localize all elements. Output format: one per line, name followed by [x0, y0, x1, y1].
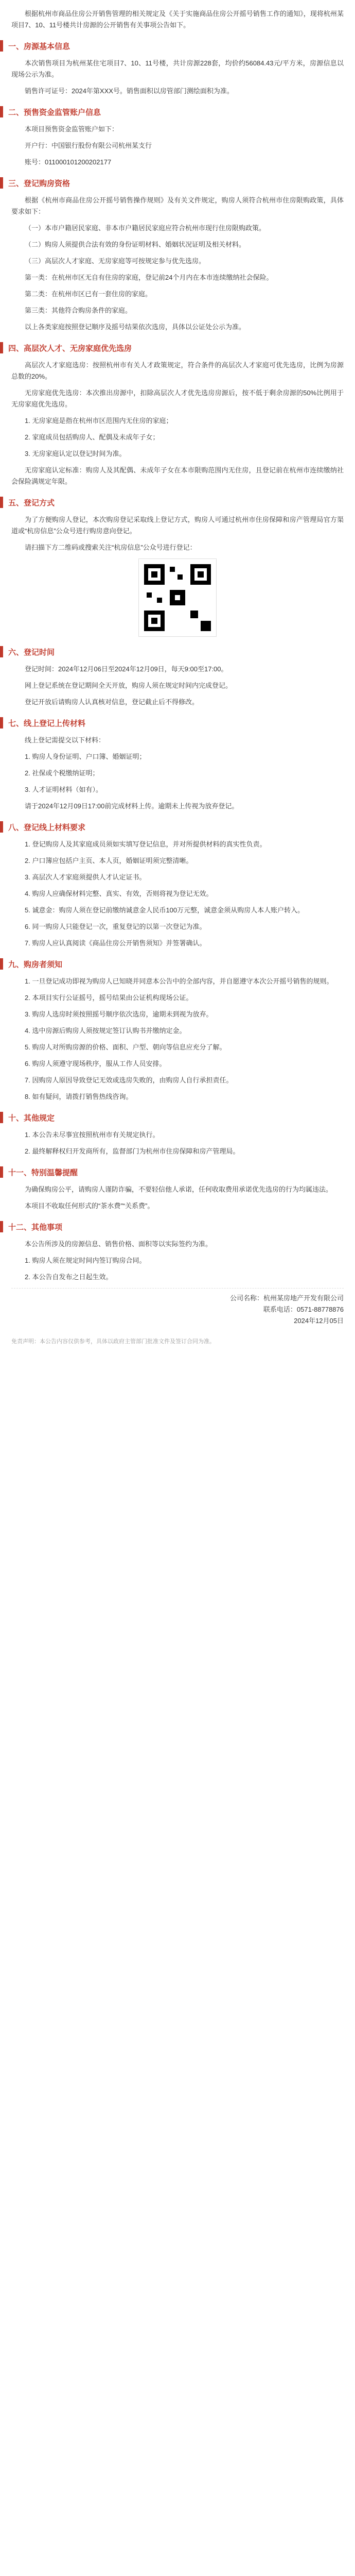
section-paragraph: 请于2024年12月09日17:00前完成材料上传。逾期未上传视为放弃登记。 [25, 802, 239, 810]
signature-phone: 联系电话：0571-88778876 [263, 1306, 344, 1313]
section-paragraph: 本公告所涉及的房源信息、销售价格、面积等以实际签约为准。 [25, 1240, 212, 1248]
section-paragraph: 1. 一旦登记成功即视为购房人已知晓并同意本公告中的全部内容，并自愿遵守本次公开摇号销售的规则。 [25, 977, 333, 985]
divider [11, 1288, 344, 1289]
qr-code-icon[interactable] [138, 558, 217, 637]
section-paragraph: 7. 因购房人原因导致登记无效或选房失败的，由购房人自行承担责任。 [25, 1076, 233, 1084]
section-heading [0, 1112, 344, 1123]
section-paragraph: 2. 本项目实行公证摇号，摇号结果由公证机构现场公证。 [25, 994, 193, 1002]
section-marker-icon [0, 958, 3, 970]
section-paragraph: 1. 登记购房人及其家庭成员须如实填写登记信息，并对所提供材料的真实性负责。 [25, 840, 267, 848]
section-paragraph: 3. 购房人选房时须按照摇号顺序依次选房，逾期未到视为放弃。 [25, 1010, 213, 1018]
section-paragraph: 2. 家庭成员包括购房人、配偶及未成年子女； [25, 433, 159, 441]
section-marker-icon [0, 717, 3, 728]
section-paragraph: 3. 高层次人才家庭须提供人才认定证书。 [25, 873, 146, 881]
section-paragraph: 为确保购房公平，请购房人谨防诈骗，不要轻信他人承诺，任何收取费用承诺优先选房的行为均属违法。 [25, 1185, 333, 1193]
section-paragraph: 登记开放后请购房人认真核对信息，登记截止后不得修改。 [25, 698, 199, 706]
section-paragraph: 本次销售项目为杭州某住宅项目7、10、11号楼，共计房源228套，均价约56084.43元/平方米，房源信息以现场公示为准。 [11, 59, 344, 78]
section-heading [0, 106, 344, 117]
section-paragraph: 1. 本公告未尽事宜按照杭州市有关规定执行。 [25, 1131, 159, 1139]
section-paragraph: 1. 购房人须在规定时间内签订购房合同。 [25, 1257, 146, 1264]
section-title: 十、其他规定 [8, 1113, 55, 1123]
section-title: 二、预售资金监管账户信息 [8, 108, 101, 117]
section-marker-icon [0, 821, 3, 833]
section-marker-icon [0, 646, 3, 657]
section-heading [0, 497, 344, 508]
section-paragraph: 2. 户口簿应包括户主页、本人页，婚姻证明须完整清晰。 [25, 857, 193, 865]
section-paragraph: 8. 如有疑问，请拨打销售热线咨询。 [25, 1093, 133, 1100]
section-marker-icon [0, 497, 3, 508]
section-title: 八、登记线上材料要求 [8, 823, 86, 832]
section-paragraph: 本项目预售资金监管账户如下： [25, 125, 119, 133]
section-heading [0, 821, 344, 833]
section-title: 九、购房者须知 [8, 960, 63, 969]
section-paragraph: 登记时间：2024年12月06日至2024年12月09日，每天9:00至17:00。 [25, 665, 228, 673]
signature-company: 公司名称：杭州某房地产开发有限公司 [229, 1294, 344, 1302]
section-marker-icon [0, 342, 3, 353]
section-heading [0, 958, 344, 970]
intro-block [11, 8, 344, 31]
section-paragraph: （一）本市户籍居民家庭、非本市户籍居民家庭应符合杭州市现行住房限购政策。 [25, 224, 266, 232]
section-paragraph: 为了方便购房人登记，本次购房登记采取线上登记方式，购房人可通过杭州市住房保障和房产管理局官方渠道或“杭房信息”公众号进行购房意向登记。 [11, 516, 344, 535]
section-title: 六、登记时间 [8, 648, 55, 657]
section-paragraph: 5. 购房人对所购房源的价格、面积、户型、朝向等信息应充分了解。 [25, 1043, 226, 1051]
section-paragraph: 第二类：在杭州市区已有一套住房的家庭。 [25, 290, 152, 298]
section-marker-icon [0, 40, 3, 52]
section-paragraph: 2. 最终解释权归开发商所有，监督部门为杭州市住房保障和房产管理局。 [25, 1147, 240, 1155]
section-paragraph: （三）高层次人才家庭、无房家庭等可按规定参与优先选房。 [25, 257, 206, 265]
section-paragraph: 第三类：其他符合购房条件的家庭。 [25, 307, 132, 314]
section-paragraph: 4. 选中房源后购房人须按规定签订认购书并缴纳定金。 [25, 1027, 186, 1035]
section-paragraph: 开户行：中国银行股份有限公司杭州某支行 [25, 142, 152, 149]
section-paragraph: 2. 社保或个税缴纳证明； [25, 769, 99, 777]
section-paragraph: 根据《杭州市商品住房公开摇号销售操作规则》及有关文件规定，购房人须符合杭州市住房限购政策，具体要求如下： [11, 196, 344, 215]
section-heading [0, 646, 344, 657]
section-heading [0, 40, 344, 52]
section-paragraph: 本项目不收取任何形式的“茶水费”“关系费”。 [25, 1202, 154, 1210]
section-paragraph: 6. 购房人须遵守现场秩序，服从工作人员安排。 [25, 1060, 166, 1067]
section-title: 一、房源基本信息 [8, 42, 70, 51]
section-heading [0, 1221, 344, 1232]
section-title: 四、高层次人才、无房家庭优先选房 [8, 344, 132, 353]
section-heading [0, 1166, 344, 1178]
section-marker-icon [0, 177, 3, 189]
section-marker-icon [0, 106, 3, 117]
section-paragraph: 6. 同一购房人只能登记一次，重复登记的以第一次登记为准。 [25, 923, 206, 930]
section-paragraph: 高层次人才家庭选房：按照杭州市有关人才政策规定，符合条件的高层次人才家庭可优先选房，比例为房源总数的20%。 [11, 361, 344, 380]
section-title: 三、登记购房资格 [8, 179, 70, 188]
section-paragraph: 账号：011000101200202177 [25, 158, 112, 166]
section-paragraph: 以上各类家庭按照登记顺序及摇号结果依次选房，具体以公证处公示为准。 [25, 323, 246, 331]
signature-date: 2024年12月05日 [294, 1317, 344, 1325]
sections-container [8, 40, 344, 1283]
intro-paragraph: 根据杭州市商品住房公开销售管理的相关规定及《关于实施商品住房公开摇号销售工作的通知》，现将杭州某项目7、10、11号楼共计房源的公开销售有关事项公告如下。 [11, 10, 344, 29]
section-title: 七、线上登记上传材料 [8, 719, 86, 728]
section-marker-icon [0, 1112, 3, 1123]
section-heading [0, 717, 344, 728]
section-paragraph: 1. 无房家庭是指在杭州市区范围内无住房的家庭； [25, 417, 173, 425]
section-heading [0, 342, 344, 353]
section-paragraph: 网上登记系统在登记期间全天开放，购房人须在规定时间内完成登记。 [25, 682, 233, 689]
section-paragraph: 请扫描下方二维码或搜索关注“杭房信息”公众号进行登记： [25, 544, 197, 551]
section-paragraph: 销售许可证号：2024年第XXX号。销售面积以房管部门测绘面积为准。 [25, 87, 234, 95]
section-title: 五、登记方式 [8, 498, 55, 507]
signature-block [11, 1293, 344, 1327]
section-marker-icon [0, 1166, 3, 1178]
section-title: 十二、其他事项 [8, 1223, 63, 1232]
section-paragraph: 线上登记需提交以下材料： [25, 736, 105, 744]
section-heading [0, 177, 344, 189]
section-paragraph: （二）购房人须提供合法有效的身份证明材料、婚姻状况证明及相关材料。 [25, 241, 246, 248]
section-paragraph: 3. 无房家庭认定以登记时间为准。 [25, 450, 126, 457]
section-paragraph: 7. 购房人应认真阅读《商品住房公开销售须知》并签署确认。 [25, 939, 206, 947]
section-paragraph: 4. 购房人应确保材料完整、真实、有效，否则将视为登记无效。 [25, 890, 213, 897]
section-paragraph: 3. 人才证明材料（如有）。 [25, 786, 102, 793]
section-paragraph: 无房家庭优先选房：本次推出房源中，扣除高层次人才优先选房房源后，按不低于剩余房源的50%比例用于无房家庭优先选房。 [11, 389, 344, 408]
section-paragraph: 5. 诚意金：购房人须在登记前缴纳诚意金人民币100万元整，诚意金须从购房人本人账户转入。 [25, 906, 305, 914]
section-paragraph: 2. 本公告自发布之日起生效。 [25, 1273, 113, 1281]
section-paragraph: 无房家庭认定标准：购房人及其配偶、未成年子女在本市限购范围内无住房，且登记前在杭州市连续缴纳社会保险满规定年限。 [11, 466, 344, 485]
footer-disclaimer: 免责声明：本公告内容仅供参考，具体以政府主管部门批准文件及签订合同为准。 [11, 1338, 215, 1345]
section-paragraph: 第一类：在杭州市区无自有住房的家庭，登记前24个月内在本市连续缴纳社会保险。 [25, 274, 273, 281]
section-marker-icon [0, 1221, 3, 1232]
section-paragraph: 1. 购房人身份证明、户口簿、婚姻证明； [25, 753, 146, 760]
section-title: 十一、特别温馨提醒 [8, 1168, 78, 1177]
